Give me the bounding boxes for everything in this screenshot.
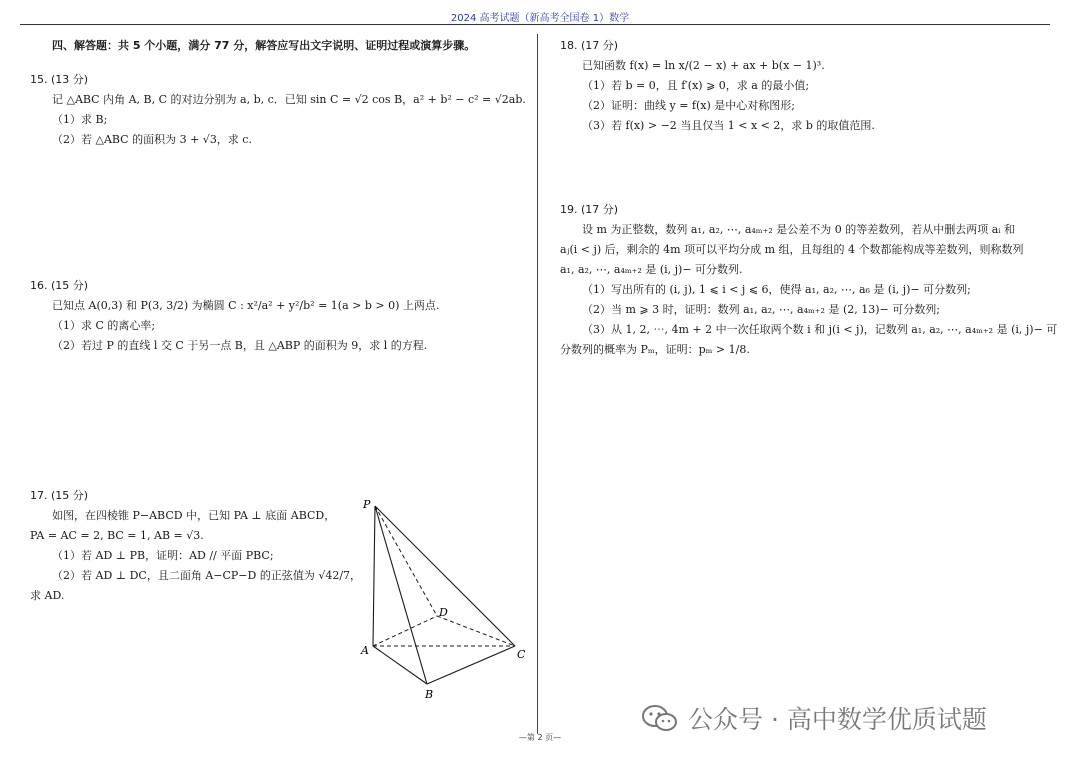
problem-19-stem-1: 设 m 为正整数，数列 a₁, a₂, ⋯, a₄ₘ₊₂ 是公差不为 0 的等差数列，若从中删去两项 aᵢ 和	[582, 223, 1016, 236]
vertex-label-P: P	[363, 498, 371, 511]
problem-17-part-1: （1）若 AD ⊥ PB，证明：AD // 平面 PBC;	[52, 549, 274, 562]
problem-19-stem-2: aⱼ(i < j) 后，剩余的 4m 项可以平均分成 m 组，且每组的 4 个数都能构成等差数列，则称数列	[560, 243, 1024, 256]
problem-18	[560, 36, 1055, 136]
vertex-label-A: A	[361, 644, 369, 657]
section-title: 四、解答题：共 5 个小题，满分 77 分，解答应写出文字说明、证明过程或演算步骤。	[52, 39, 476, 52]
edge-AB	[373, 646, 427, 684]
problem-15-part-1: （1）求 B;	[52, 113, 108, 126]
problem-16-stem: 已知点 A(0,3) 和 P(3, 3/2) 为椭圆 C : x²/a² + y²/b² = 1(a > b > 0) 上两点.	[52, 299, 440, 312]
problem-15	[30, 70, 525, 150]
problem-16	[30, 276, 525, 356]
problem-18-head: 18. (17 分)	[560, 39, 619, 52]
vertex-label-C: C	[517, 648, 526, 661]
problem-17-part-2: （2）若 AD ⊥ DC，且二面角 A−CP−D 的正弦值为 √42/7，	[52, 569, 362, 582]
problem-19-part-3: （3）从 1, 2, ⋯, 4m + 2 中一次任取两个数 i 和 j(i < j)，记数列 a₁, a₂, ⋯, a₄ₘ₊₂ 是 (i, j)− 可	[582, 323, 1058, 336]
problem-16-part-1: （1）求 C 的离心率;	[52, 319, 156, 332]
watermark-text: 公众号 · 高中数学优质试题	[688, 705, 987, 734]
problem-17-stem-1: 如图，在四棱锥 P−ABCD 中，已知 PA ⊥ 底面 ABCD，	[52, 509, 336, 522]
problem-18-part-2: （2）证明：曲线 y = f(x) 是中心对称图形;	[582, 99, 795, 112]
page-header-title: 2024 高考试题（新高考全国卷 1）数学	[450, 13, 630, 24]
problem-18-stem: 已知函数 f(x) = ln x/(2 − x) + ax + b(x − 1)³.	[582, 59, 825, 72]
problem-19-head: 19. (17 分)	[560, 203, 619, 216]
problem-19-stem-3: a₁, a₂, ⋯, a₄ₘ₊₂ 是 (i, j)− 可分数列.	[560, 263, 743, 276]
problem-17-stem-2: PA = AC = 2, BC = 1, AB = √3.	[30, 529, 204, 542]
problem-15-part-2: （2）若 △ABC 的面积为 3 + √3，求 c.	[52, 133, 252, 146]
watermark	[640, 700, 987, 736]
vertex-label-B: B	[425, 688, 434, 701]
problem-19-part-3-cont: 分数列的概率为 Pₘ，证明：pₘ > 1/8.	[560, 343, 750, 356]
problem-19-part-1: （1）写出所有的 (i, j), 1 ⩽ i < j ⩽ 6，使得 a₁, a₂, ⋯, a₆ 是 (i, j)− 可分数列;	[582, 283, 971, 296]
edge-PD	[375, 506, 437, 616]
page-number: —第 2 页—	[518, 733, 562, 742]
problem-15-stem: 记 △ABC 内角 A, B, C 的对边分别为 a, b, c．已知 sin C = √2 cos B，a² + b² − c² = √2ab.	[52, 93, 526, 106]
problem-17-head: 17. (15 分)	[30, 489, 89, 502]
problem-16-part-2: （2）若过 P 的直线 l 交 C 于另一点 B，且 △ABP 的面积为 9，求 l 的方程.	[52, 339, 428, 352]
problem-15-head: 15. (13 分)	[30, 73, 89, 86]
column-divider	[537, 34, 538, 734]
header-rule	[20, 24, 1050, 25]
problem-16-head: 16. (15 分)	[30, 279, 89, 292]
edge-PA	[373, 506, 375, 646]
vertex-label-D: D	[439, 606, 448, 619]
problem-17-part-2-cont: 求 AD.	[30, 589, 65, 602]
problem-19	[560, 200, 1058, 360]
problem-18-part-1: （1）若 b = 0，且 f′(x) ⩾ 0，求 a 的最小值;	[582, 79, 810, 92]
left-column	[30, 36, 526, 602]
problem-19-part-2: （2）当 m ⩾ 3 时，证明：数列 a₁, a₂, ⋯, a₄ₘ₊₂ 是 (2, 13)− 可分数列;	[582, 303, 940, 316]
problem-18-part-3: （3）若 f(x) > −2 当且仅当 1 < x < 2，求 b 的取值范围.	[582, 119, 875, 132]
edge-DC	[437, 616, 515, 646]
pyramid-figure	[355, 494, 535, 704]
wechat-icon	[640, 703, 680, 733]
edge-AD	[373, 616, 437, 646]
edge-BC	[427, 646, 515, 684]
